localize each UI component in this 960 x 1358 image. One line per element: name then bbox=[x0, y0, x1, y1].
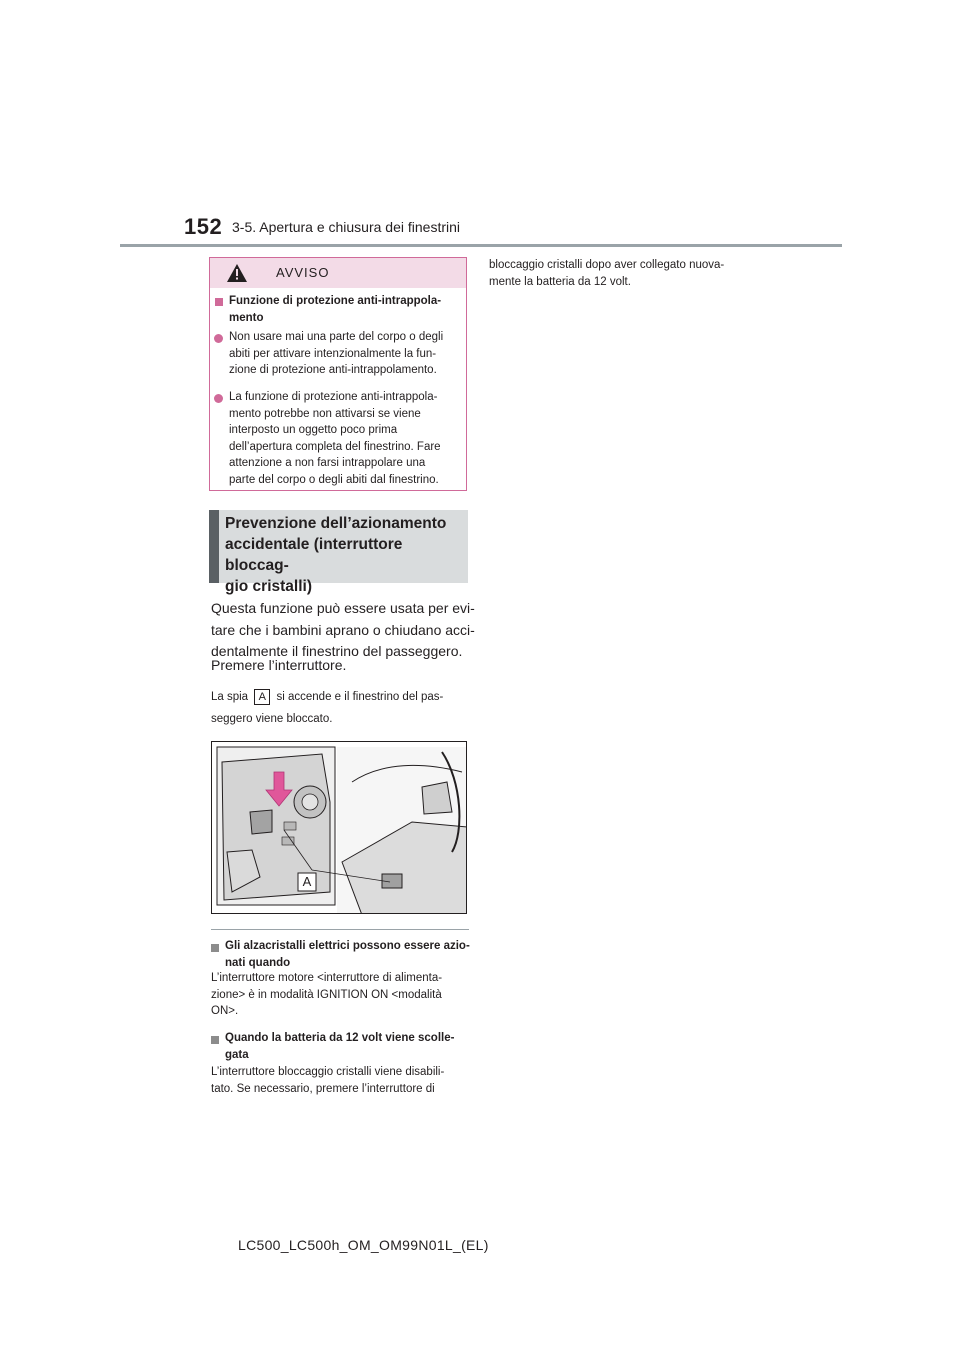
note-square-bullet bbox=[211, 1036, 219, 1044]
callout-label: A bbox=[302, 874, 312, 889]
warning-label: AVVISO bbox=[276, 265, 330, 280]
result-text-line2: seggero viene bloccato. bbox=[211, 713, 333, 725]
section-heading-box bbox=[209, 510, 468, 595]
warning-square-bullet bbox=[215, 298, 223, 306]
note1-body: L’interruttore motore <interruttore di alimenta- zione> è in modalità IGNITION ON <modalità ON>. bbox=[211, 972, 443, 1017]
header-divider bbox=[120, 244, 842, 247]
note2-continued: bloccaggio cristalli dopo aver collegato nuova- mente la batteria da 12 volt. bbox=[489, 259, 725, 288]
warning-box bbox=[209, 257, 467, 491]
section-title: 3-5. Apertura e chiusura dei finestrini bbox=[232, 219, 461, 235]
document-code: LC500_LC500h_OM_OM99N01L_(EL) bbox=[238, 1237, 489, 1253]
result-text: La spia A si accende e il finestrino del pas- bbox=[211, 691, 444, 704]
section-heading: Prevenzione dell’azionamento accidentale (interruttore bloccag- gio cristalli) bbox=[225, 515, 447, 595]
warning-dot-bullet bbox=[214, 334, 223, 343]
section-paragraph: Questa funzione può essere usata per evi- tare che i bambini aprano o chiudano acci- dentalmente il finestrino del passeggero. bbox=[211, 600, 475, 659]
note1-title: Gli alzacristalli elettrici possono essere azio- nati quando bbox=[225, 940, 470, 969]
warning-item-2: La funzione di protezione anti-intrappola- mento potrebbe non attivarsi se viene interposto un oggetto poco prima dell’apertura completa del finestrino. Fare attenzione a non farsi intrappolare una parte del corpo o degli abiti dal finestrino. bbox=[229, 391, 441, 486]
warning-triangle-icon bbox=[227, 264, 247, 282]
note-square-bullet bbox=[211, 944, 219, 952]
warning-dot-bullet bbox=[214, 394, 223, 403]
door-panel-drawing bbox=[212, 742, 467, 914]
instruction-text: Premere l’interruttore. bbox=[211, 657, 347, 673]
warning-item-1: Non usare mai una parte del corpo o degli abiti per attivare intenzionalmente la fun- zione di protezione anti-intrappolamento. bbox=[229, 331, 444, 376]
window-lock-switch-illustration bbox=[211, 741, 467, 914]
note2-body: L’interruttore bloccaggio cristalli viene disabili- tato. Se necessario, premere l’interruttore di bbox=[211, 1066, 445, 1095]
warning-title: Funzione di protezione anti-intrappola- mento bbox=[229, 295, 442, 324]
warning-header bbox=[210, 258, 466, 288]
illustration-divider bbox=[211, 929, 469, 930]
callout-tag: A bbox=[254, 689, 270, 705]
note2-title: Quando la batteria da 12 volt viene scolle- gata bbox=[225, 1032, 455, 1061]
page-number: 152 bbox=[184, 214, 223, 239]
heading-accent-bar bbox=[209, 510, 219, 583]
